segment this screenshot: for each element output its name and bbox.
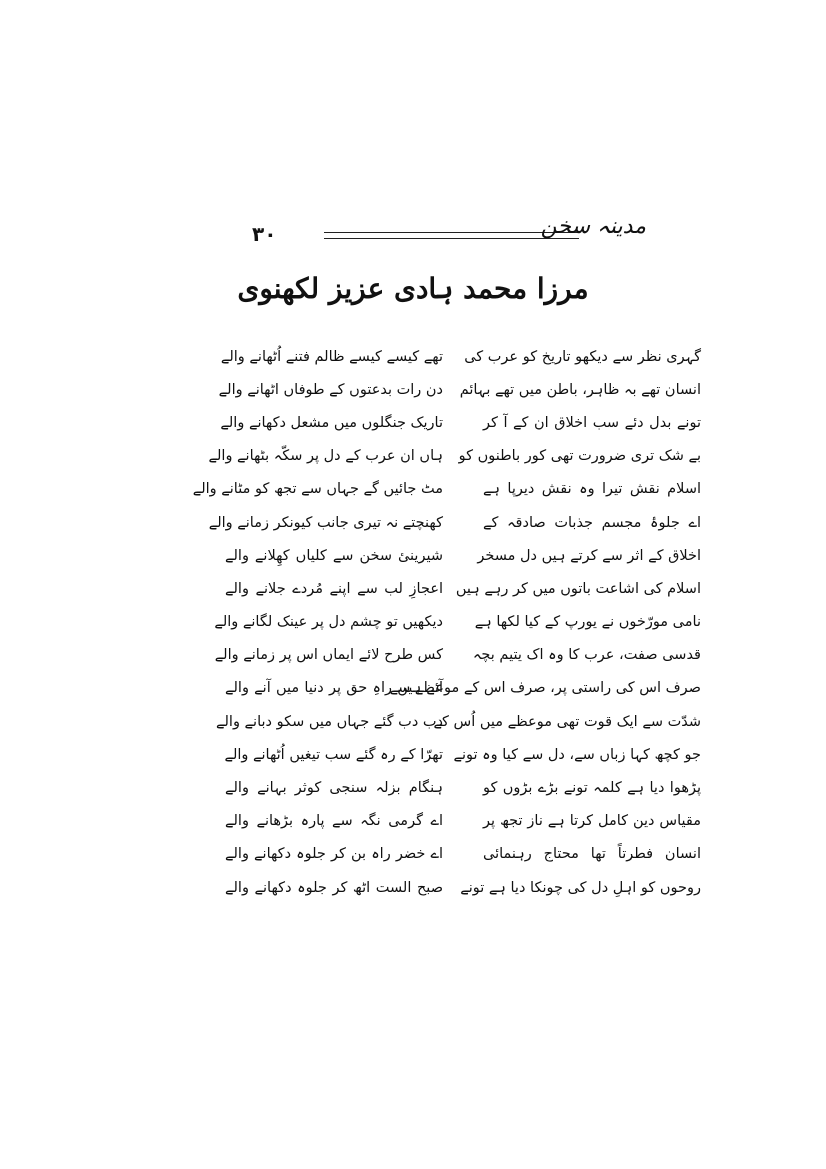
verse-list <box>192 340 701 904</box>
misra-second: اے خضر راہ بن کر جلوہ دکھانے والے <box>225 846 443 863</box>
verse-row <box>225 771 701 804</box>
misra-second: دیکھیں تو چشم دل پر عینک لگانے والے <box>214 614 443 631</box>
verse-row <box>208 440 701 473</box>
misra-second: دن رات بدعتوں کے طوفاں اٹھانے والے <box>218 381 443 398</box>
verse-row <box>216 705 701 738</box>
poet-name: مرزا محمد ہادی عزیز لکھنوی <box>237 272 589 305</box>
misra-second: تھرّا کے رہ گئے سب تیغیں اُٹھانے والے <box>224 746 443 763</box>
misra-first: پڑھوا دیا ہے کلمہ تونے بڑے بڑوں کو <box>483 780 701 797</box>
misra-first: نامی مورّخوں نے یورپ کے کیا لکھا ہے <box>474 614 701 631</box>
misra-second: تاریک جنگلوں میں مشعل دکھانے والے <box>220 414 443 431</box>
misra-first: مقیاس دین کامل کرتا ہے ناز تجھ پر <box>483 813 701 830</box>
verse-row <box>208 506 701 539</box>
verse-row <box>220 340 701 373</box>
misra-first: تونے بدل دئے سب اخلاق ان کے آ کر <box>483 414 701 431</box>
misra-second: دب دب گئے جہاں میں سکو دبانے والے <box>216 713 443 730</box>
verse-row <box>220 406 701 439</box>
misra-first: جو کچھ کہا زباں سے، دل سے کیا وہ تونے <box>453 746 701 763</box>
misra-second: کس طرح لائے ایماں اس پر زمانے والے <box>214 647 443 664</box>
misra-first: بے شک تری ضرورت تھی کور باطنوں کو <box>458 448 701 465</box>
misra-second: اعجازِ لب سے اپنے مُردے جلانے والے <box>225 580 443 597</box>
misra-first: روحوں کو اہلِ دل کی چونکا دیا ہے تونے <box>460 879 701 896</box>
misra-second: اے گرمی نگہ سے پارہ بڑھانے والے <box>225 813 443 830</box>
verse-row <box>225 738 701 771</box>
misra-first: انسان فطرتاً تھا محتاج رہنمائی <box>483 846 701 863</box>
verse-row <box>214 639 701 672</box>
misra-first: قدسی صفت، عرب کا وہ اک یتیم بچہ <box>472 647 701 664</box>
verse-row <box>218 373 701 406</box>
page-header <box>250 214 650 254</box>
verse-row <box>225 672 701 705</box>
misra-second: تھے کیسے کیسے ظالم فتنے اُٹھانے والے <box>220 348 443 365</box>
journal-name: مدینہ سخن <box>540 214 646 239</box>
misra-first: اے جلوۂ مجسم جذبات صادقہ کے <box>483 514 701 531</box>
misra-second: شیرینیٔ سخن سے کلیاں کھِلانے والے <box>225 547 443 564</box>
verse-row <box>225 871 701 904</box>
misra-first: صرف اس کی راستی پر، صرف اس کے موعظے سے <box>389 680 701 697</box>
verse-row <box>225 838 701 871</box>
misra-first: اخلاق کے اثر سے کرتے ہیں دل مسخر <box>477 547 701 564</box>
misra-second: مٹ جائیں گے جہاں سے تجھ کو مٹانے والے <box>192 481 443 498</box>
misra-second: ہنگام بزلہ سنجی کوثر بہانے والے <box>225 780 443 797</box>
misra-second: صبح الست اٹھ کر جلوہ دکھانے والے <box>225 879 443 896</box>
verse-row <box>214 606 701 639</box>
misra-first: شدّت سے ایک قوت تھی موعظے میں اُس کے <box>433 713 701 730</box>
misra-first: گہری نظر سے دیکھو تاریخ کو عرب کی <box>464 348 701 365</box>
verse-row <box>225 539 701 572</box>
verse-row <box>225 572 701 605</box>
misra-second: آئے ہیں راہِ حق پر دنیا میں آنے والے <box>225 680 443 697</box>
misra-first: انسان تھے بہ ظاہر، باطن میں تھے بہائم <box>459 381 701 398</box>
verse-row <box>225 805 701 838</box>
misra-first: اسلام کی اشاعت باتوں میں کر رہے ہیں <box>455 580 701 597</box>
verse-row <box>192 473 701 506</box>
misra-second: ہاں ان عرب کے دل پر سکّہ بٹھانے والے <box>208 448 443 465</box>
misra-second: کھنچتے نہ تیری جانب کیونکر زمانے والے <box>208 514 443 531</box>
misra-first: اسلام نقش تیرا وہ نقش دیرپا ہے <box>483 481 701 498</box>
page-number: ۳۰ <box>252 222 277 246</box>
